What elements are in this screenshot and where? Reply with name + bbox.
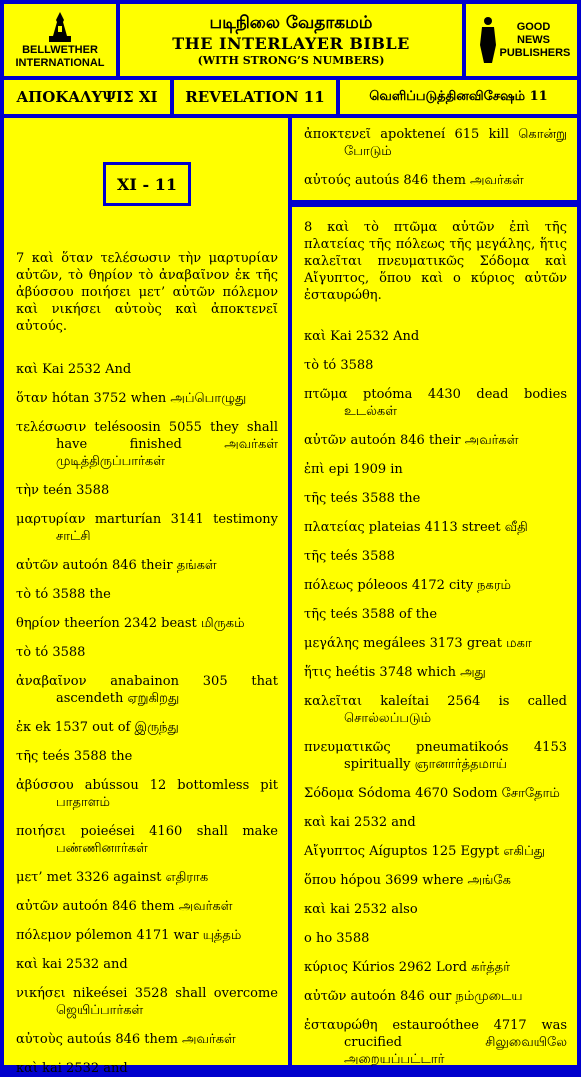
word-entry: ὅταν hótan 3752 when அப்பொழுது: [16, 391, 247, 406]
left-column: [2, 116, 290, 1076]
tab-english-label: REVELATION 11: [185, 88, 325, 106]
word-entry: ἀναβαῖνον anabainon 305 that ascendeth ஏறுகிறது: [16, 674, 278, 706]
tab-tamil-label: வெளிப்படுத்தினவிசேஷம் 11: [369, 89, 548, 104]
word-entry: μεγάλης megálees 3173 great மகா: [304, 636, 532, 651]
left-word-list: [16, 361, 278, 1077]
word-entry: ἀποκτενεῖ apokteneí 615 kill கொன்று போடும்: [304, 127, 567, 159]
bell-tower-icon: [45, 10, 75, 44]
word-entry: ο ho 3588: [304, 931, 370, 946]
word-entry: αὐτῶν autoón 846 our நம்முடைய: [304, 989, 523, 1004]
tab-tamil: [338, 78, 579, 116]
word-entry: μετ’ met 3326 against எதிராக: [16, 870, 209, 885]
page-title: THE INTERLAYER BIBLE: [172, 34, 410, 53]
good-news-logo: [464, 2, 579, 78]
word-entry: τὸ tó 3588: [304, 358, 374, 373]
bellwether-logo: [2, 2, 118, 78]
verse-8-text: 8 καὶ τὸ πτῶμα αὐτῶν ἐπὶ τῆς πλατείας τῆς πόλεως τῆς μεγάλης, ἥτις καλεῖται πνευματικῶς Σόδομα καὶ Αἴγυπτος, ὅπου καὶ ο κύριος αὐτῶν ἐσταυρώθη.: [304, 220, 567, 303]
word-entry: ἥτις heétis 3748 which அது: [304, 665, 486, 680]
tab-english: [172, 78, 338, 116]
word-entry: κύριος Kúrios 2962 Lord கர்த்தர்: [304, 960, 510, 975]
tab-greek: [2, 78, 172, 116]
title-block: [118, 2, 464, 78]
right-top-column: [290, 116, 579, 202]
title-tamil: படிநிலை வேதாகமம்: [209, 13, 373, 33]
word-entry: αὐτοὺς autoús 846 them அவர்கள்: [16, 1032, 236, 1047]
word-entry: τελέσωσιν telésoosin 5055 they shall have finished அவர்கள் முடித்திருப்பார்கள்: [16, 420, 278, 469]
word-entry: αὐτῶν autoón 846 them அவர்கள்: [16, 899, 233, 914]
word-entry: τὸ tó 3588: [16, 645, 86, 660]
right-column: [290, 205, 579, 1067]
left-logo-text: BELLWETHER INTERNATIONAL: [15, 44, 105, 69]
word-entry: τὸ tó 3588 the: [16, 587, 111, 602]
right-top-word-list: [304, 126, 567, 189]
word-entry: καὶ kai 2532 and: [16, 1061, 128, 1076]
word-entry: μαρτυρίαν marturían 3141 testimony சாட்சி: [16, 512, 278, 544]
word-entry: αὐτῶν autoón 846 their தங்கள்: [16, 558, 217, 573]
word-entry: καὶ kai 2532 and: [304, 815, 416, 830]
word-entry: καὶ kai 2532 also: [304, 902, 418, 917]
verse-number-box: [103, 162, 191, 206]
word-entry: καὶ Kai 2532 And: [304, 329, 420, 344]
word-entry: θηρίον theeríon 2342 beast மிருகம்: [16, 616, 245, 631]
verse-number: XI - 11: [117, 174, 177, 194]
word-entry: Σόδομα Sódoma 4670 Sodom சோதோம்: [304, 786, 560, 801]
word-entry: καὶ Kai 2532 And: [16, 362, 132, 377]
word-entry: πνευματικῶς pneumatikoós 4153 spiritually ஞானார்த்தமாய்: [304, 740, 567, 772]
word-entry: ἐπὶ epi 1909 in: [304, 462, 403, 477]
word-entry: αὐτούς autoús 846 them அவர்கள்: [304, 173, 524, 188]
word-entry: πόλεως póleoos 4172 city நகரம்: [304, 578, 512, 593]
figure-icon: [476, 15, 500, 65]
word-entry: τῆς teés 3588 of the: [304, 607, 438, 622]
right-word-list: [304, 328, 567, 1068]
verse-7-text: 7 καὶ ὅταν τελέσωσιν τὴν μαρτυρίαν αὐτῶν, τὸ θηρίον τὸ ἀναβαῖνον ἐκ τῆς ἀβύσσου ποιήσει μετ’ αὐτῶν πόλεμον καὶ νικήσει αὐτοὺς καὶ ἀποκτενεῖ αὐτούς.: [16, 251, 278, 334]
word-entry: ἐκ ek 1537 out of இருந்து: [16, 720, 179, 735]
word-entry: ἐσταυρώθη estauroóthee 4717 was crucified சிலுவையிலே அறையப்பட்டார்: [304, 1018, 567, 1067]
word-entry: πτῶμα ptoóma 4430 dead bodies உடல்கள்: [304, 387, 567, 419]
page-subtitle: (WITH STRONG’S NUMBERS): [197, 54, 385, 67]
word-entry: ἀβύσσου abússou 12 bottomless pit பாதாளம்: [16, 778, 278, 810]
word-entry: καλεῖται kaleítai 2564 is called சொல்லப்படும்: [304, 694, 567, 726]
word-entry: ὅπου hópou 3699 where அங்கே: [304, 873, 511, 888]
word-entry: Αἴγυπτος Aíguptos 125 Egypt எகிப்து: [304, 844, 546, 859]
word-entry: τὴν teén 3588: [16, 483, 110, 498]
word-entry: καὶ kai 2532 and: [16, 957, 128, 972]
word-entry: ποιήσει poieései 4160 shall make பண்ணினார்கள்: [16, 824, 278, 856]
word-entry: πλατείας plateias 4113 street வீதி: [304, 520, 528, 535]
word-entry: τῆς teés 3588 the: [16, 749, 133, 764]
word-entry: τῆς teés 3588 the: [304, 491, 421, 506]
word-entry: αὐτῶν autoón 846 their அவர்கள்: [304, 433, 519, 448]
word-entry: νικήσει nikeései 3528 shall overcome ஜெயிப்பார்கள்: [16, 986, 278, 1018]
word-entry: πόλεμον pólemon 4171 war யுத்தம்: [16, 928, 242, 943]
tab-greek-label: ΑΠΟΚΑΛΥΨΙΣ XI: [16, 88, 158, 106]
right-logo-text: GOOD NEWS PUBLISHERS: [499, 20, 571, 59]
word-entry: τῆς teés 3588: [304, 549, 395, 564]
